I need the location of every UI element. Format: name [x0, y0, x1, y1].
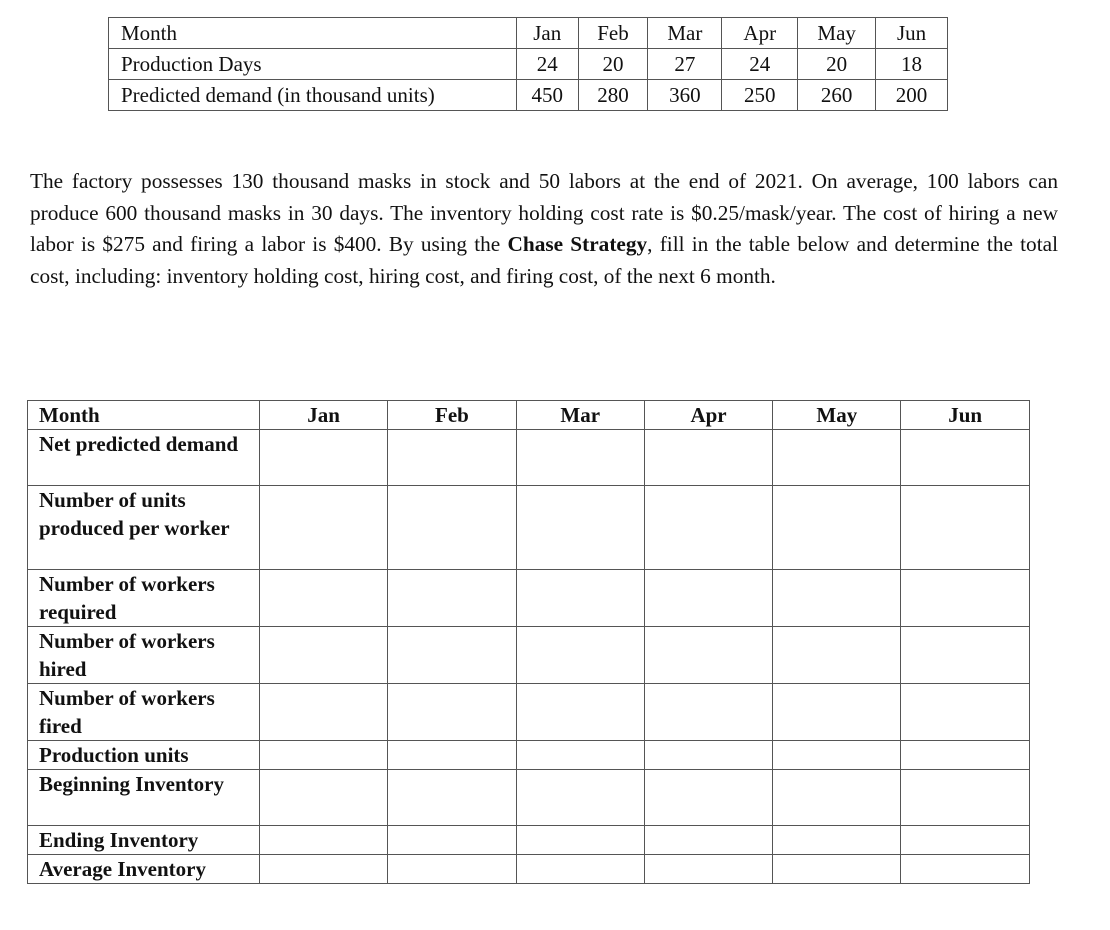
row-label: Number of workers fired [28, 684, 260, 741]
table-row [28, 741, 1030, 770]
answer-cell[interactable] [260, 430, 388, 486]
table-row [28, 627, 1030, 684]
row-label: Production Days [109, 49, 517, 80]
cell: Jun [876, 18, 948, 49]
cell: 20 [798, 49, 876, 80]
answer-cell[interactable] [901, 855, 1029, 884]
answer-cell[interactable] [644, 684, 772, 741]
answer-cell[interactable] [901, 741, 1029, 770]
answer-cell[interactable] [388, 486, 516, 570]
chase-strategy-table [27, 400, 1030, 884]
header-label: Month [28, 401, 260, 430]
cell: 24 [516, 49, 578, 80]
answer-cell[interactable] [773, 486, 901, 570]
table-row [28, 684, 1030, 741]
cell: 24 [722, 49, 798, 80]
table-row [28, 855, 1030, 884]
answer-cell[interactable] [516, 826, 644, 855]
row-label: Average Inventory [28, 855, 260, 884]
row-label: Predicted demand (in thousand units) [109, 80, 517, 111]
cell: 250 [722, 80, 798, 111]
answer-cell[interactable] [644, 855, 772, 884]
cell: May [798, 18, 876, 49]
problem-text-1: The factory possesses 130 thousand masks in stock and 50 labors at the end of 2021. On average, 100 labors can produce 600 thousand masks in 30 days. The inventory holding cost rate is $0.25/mask/year. The cost of hiring a new labor is $275 and firing a labor is $400. By using the [30, 169, 1058, 257]
row-label: Month [109, 18, 517, 49]
answer-cell[interactable] [901, 770, 1029, 826]
answer-cell[interactable] [516, 570, 644, 627]
answer-cell[interactable] [260, 770, 388, 826]
answer-cell[interactable] [901, 486, 1029, 570]
answer-cell[interactable] [773, 741, 901, 770]
answer-cell[interactable] [773, 826, 901, 855]
problem-text-2: , fill in the table below and determine the total cost, including: inventory holding cost, hiring cost, and firing cost, of the next 6 month. [30, 232, 1058, 288]
answer-cell[interactable] [260, 826, 388, 855]
month-header: Jun [901, 401, 1029, 430]
month-header: Mar [516, 401, 644, 430]
answer-cell[interactable] [260, 627, 388, 684]
answer-cell[interactable] [516, 684, 644, 741]
answer-cell[interactable] [516, 770, 644, 826]
answer-cell[interactable] [644, 826, 772, 855]
row-label: Number of workers required [28, 570, 260, 627]
table-row [28, 486, 1030, 570]
month-header: Apr [644, 401, 772, 430]
answer-cell[interactable] [388, 770, 516, 826]
cell: 27 [648, 49, 722, 80]
answer-cell[interactable] [901, 570, 1029, 627]
answer-cell[interactable] [516, 741, 644, 770]
answer-cell[interactable] [516, 855, 644, 884]
predicted-demand-row [109, 80, 948, 111]
answer-cell[interactable] [773, 627, 901, 684]
cell: 20 [578, 49, 648, 80]
answer-cell[interactable] [388, 855, 516, 884]
cell: Mar [648, 18, 722, 49]
answer-cell[interactable] [644, 741, 772, 770]
answer-cell[interactable] [516, 486, 644, 570]
answer-cell[interactable] [773, 430, 901, 486]
answer-cell[interactable] [260, 855, 388, 884]
answer-cell[interactable] [644, 627, 772, 684]
cell: 260 [798, 80, 876, 111]
answer-cell[interactable] [773, 770, 901, 826]
answer-cell[interactable] [644, 486, 772, 570]
answer-cell[interactable] [388, 741, 516, 770]
table-row [28, 570, 1030, 627]
answer-cell[interactable] [388, 430, 516, 486]
month-header: May [773, 401, 901, 430]
answer-cell[interactable] [901, 826, 1029, 855]
row-label: Number of units produced per worker [28, 486, 260, 570]
cell: Feb [578, 18, 648, 49]
answer-cell[interactable] [260, 684, 388, 741]
answer-cell[interactable] [516, 430, 644, 486]
cell: 200 [876, 80, 948, 111]
month-row [109, 18, 948, 49]
demand-table [108, 17, 948, 111]
cell: Jan [516, 18, 578, 49]
answer-cell[interactable] [516, 627, 644, 684]
row-label: Net predicted demand [28, 430, 260, 486]
cell: 280 [578, 80, 648, 111]
cell: 18 [876, 49, 948, 80]
answer-cell[interactable] [644, 430, 772, 486]
answer-cell[interactable] [260, 570, 388, 627]
cell: Apr [722, 18, 798, 49]
table-row [28, 430, 1030, 486]
answer-cell[interactable] [260, 741, 388, 770]
row-label: Production units [28, 741, 260, 770]
row-label: Number of workers hired [28, 627, 260, 684]
answer-cell[interactable] [260, 486, 388, 570]
table-row [28, 826, 1030, 855]
header-row [28, 401, 1030, 430]
month-header: Jan [260, 401, 388, 430]
answer-cell[interactable] [773, 684, 901, 741]
cell: 360 [648, 80, 722, 111]
answer-cell[interactable] [901, 627, 1029, 684]
answer-cell[interactable] [388, 570, 516, 627]
answer-cell[interactable] [644, 770, 772, 826]
answer-cell[interactable] [901, 684, 1029, 741]
answer-cell[interactable] [901, 430, 1029, 486]
problem-statement [30, 166, 1058, 292]
cell: 450 [516, 80, 578, 111]
month-header: Feb [388, 401, 516, 430]
table-row [28, 770, 1030, 826]
chase-strategy-term: Chase Strategy [507, 232, 648, 257]
row-label: Ending Inventory [28, 826, 260, 855]
answer-cell[interactable] [388, 684, 516, 741]
row-label: Beginning Inventory [28, 770, 260, 826]
answer-cell[interactable] [388, 627, 516, 684]
answer-cell[interactable] [644, 570, 772, 627]
answer-cell[interactable] [388, 826, 516, 855]
production-days-row [109, 49, 948, 80]
answer-cell[interactable] [773, 570, 901, 627]
answer-cell[interactable] [773, 855, 901, 884]
